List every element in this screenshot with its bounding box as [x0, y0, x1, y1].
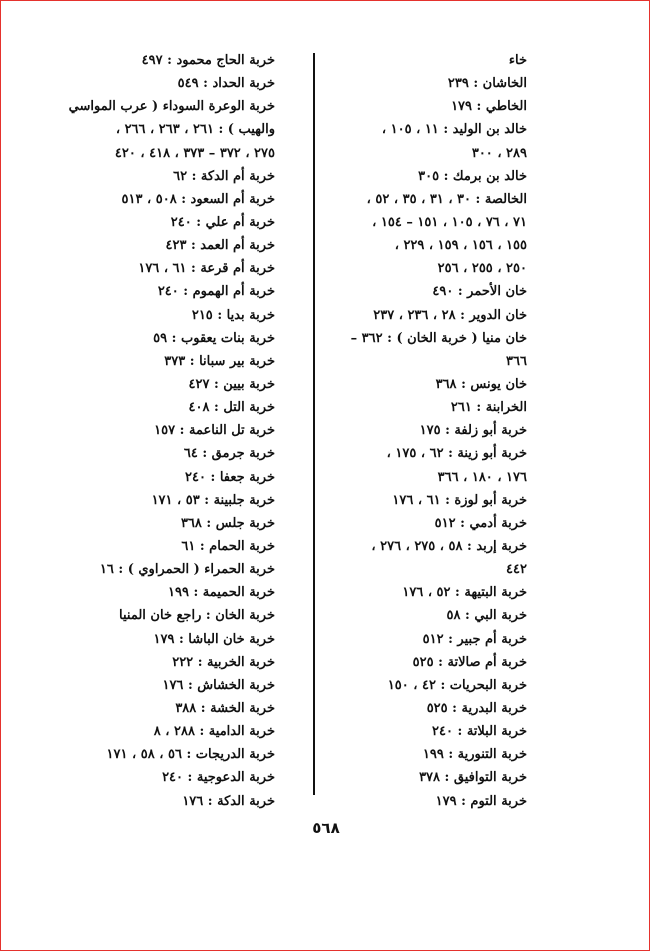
index-entry: خربة الحمراء ( الحمراوي ) : ١٦ — [99, 562, 275, 578]
index-entry: خربة جلس : ٣٦٨ — [180, 515, 275, 531]
index-entry: الخاطي : ١٧٩ — [451, 99, 527, 115]
index-entry: خربة أم الدكة : ٦٢ — [173, 168, 275, 184]
index-entry: خربة الحاج محمود : ٤٩٧ — [141, 53, 275, 68]
index-entry: خربة البتيهة : ٥٢ ، ١٧٦ — [402, 585, 527, 601]
index-entry: خربة أبو زينة : ٦٢ ، ١٧٥ ، — [386, 446, 527, 462]
index-entry: خربة أم العمد : ٤٢٣ — [165, 238, 275, 254]
index-entry: خان الدوير : ٢٨ ، ٢٣٦ ، ٢٣٧ — [373, 307, 527, 323]
index-entry: خربة أم السعود : ٥٠٨ ، ٥١٣ — [121, 191, 275, 207]
index-entry: والهيب ) : ٢٦١ ، ٢٦٣ ، ٢٦٦ ، — [115, 122, 275, 138]
index-entry: خربة الخشاش : ١٧٦ — [162, 677, 275, 693]
index-entry: خربة إربد : ٥٨ ، ٢٧٥ ، ٢٧٦ ، — [371, 538, 527, 554]
index-entry: خربة أدمي : ٥١٢ — [434, 515, 527, 531]
index-entry: خربة التل : ٤٠٨ — [188, 400, 275, 416]
index-entry: خربة بديا : ٢١٥ — [191, 307, 275, 323]
index-entry: خربة البي : ٥٨ — [446, 608, 527, 624]
column-divider — [313, 53, 315, 795]
index-entry: خربة البدرية : ٥٢٥ — [426, 700, 527, 716]
index-entry: ٧١ ، ٧٦ ، ١٠٥ ، ١٥١ – ١٥٤ ، — [372, 214, 527, 230]
index-entry: ٤٤٢ — [506, 562, 527, 578]
index-entry: خربة تل الناعمة : ١٥٧ — [154, 423, 275, 439]
index-entry: خربة جعفا : ٢٤٠ — [185, 469, 275, 485]
index-entry: خربة الدكة : ١٧٦ — [182, 793, 275, 809]
index-entry: خربة أبو زلفة : ١٧٥ — [419, 423, 527, 439]
index-entry: خربة الخان : راجع خان المنيا — [119, 608, 275, 624]
index-entry: خربة جرمق : ٦٤ — [183, 446, 275, 462]
index-entry: ٢٧٥ ، ٣٧٢ – ٣٧٣ ، ٤١٨ ، ٤٢٠ — [114, 145, 275, 161]
index-entry: خان الأحمر : ٤٩٠ — [432, 284, 527, 300]
index-entry: خاء — [508, 53, 527, 68]
index-entry: خربة أم جبير : ٥١٢ — [422, 631, 527, 647]
index-entry: ٢٨٩ ، ٣٠٠ — [471, 145, 527, 161]
index-entry: خربة الدريجات : ٥٦ ، ٥٨ ، ١٧١ — [106, 747, 275, 763]
index-entry: ١٥٥ ، ١٥٦ ، ١٥٩ ، ٢٢٩ ، — [394, 238, 527, 254]
index-entry: ٣٦٦ — [506, 353, 527, 369]
index-entry: خربة أم قرعة : ٦١ ، ١٧٦ — [138, 261, 275, 277]
index-entry: الخرابنة : ٢٦١ — [450, 400, 527, 416]
index-entry: خربة خان الباشا : ١٧٩ — [153, 631, 275, 647]
index-entry: ٢٥٠ ، ٢٥٥ ، ٢٥٦ — [437, 261, 527, 277]
index-entry: خربة الوعرة السوداء ( عرب المواسي — [68, 99, 275, 115]
index-entry: خربة الحميمة : ١٩٩ — [167, 585, 275, 601]
index-entry: خربة التوم : ١٧٩ — [435, 793, 527, 809]
index-entry: خربة البحريات : ٤٢ ، ١٥٠ — [387, 677, 527, 693]
index-entry: خربة أبو لوزة : ٦١ ، ١٧٦ — [392, 492, 527, 508]
index-entry: ١٧٦ ، ١٨٠ ، ٣٦٦ — [437, 469, 527, 485]
index-entry: خربة الخربية : ٢٢٢ — [172, 654, 275, 670]
index-entry: خربة أم علي : ٢٤٠ — [170, 214, 275, 230]
index-entry: خربة البلاتة : ٢٤٠ — [432, 724, 527, 740]
index-entry: خربة جلبينة : ٥٣ ، ١٧١ — [151, 492, 275, 508]
index-entry: خربة الدامية : ٢٨٨ ، ٨ — [153, 724, 275, 740]
index-entry: خربة الخشة : ٣٨٨ — [175, 700, 275, 716]
index-entry: خربة بنات يعقوب : ٥٩ — [153, 330, 275, 346]
index-entry: خربة التوافيق : ٣٧٨ — [419, 770, 527, 786]
index-entry: خان منيا ( خربة الخان ) : ٣٦٢ – — [350, 330, 527, 346]
index-entry: خربة الحمام : ٦١ — [181, 538, 275, 554]
index-entry: خربة أم صالاتة : ٥٢٥ — [412, 654, 527, 670]
index-entry: خربة بير سبانا : ٣٧٣ — [164, 353, 275, 369]
index-entry: خربة التنورية : ١٩٩ — [422, 747, 527, 763]
index-entry: خالد بن برمك : ٣٠٥ — [418, 168, 527, 184]
index-column-right — [307, 49, 527, 813]
index-entry: الخالصة : ٣٠ ، ٣١ ، ٣٥ ، ٥٢ ، — [366, 191, 527, 207]
index-entry: خربة الدعوجية : ٢٤٠ — [162, 770, 275, 786]
index-entry: الخاشان : ٢٣٩ — [447, 76, 527, 92]
page-number: ٥٦٨ — [312, 819, 340, 837]
index-entry: خربة الحداد : ٥٤٩ — [177, 76, 275, 92]
index-entry: خربة بيين : ٤٢٧ — [188, 376, 275, 392]
index-entry: خالد بن الوليد : ١١ ، ١٠٥ ، — [381, 122, 527, 138]
index-column-left — [13, 49, 275, 813]
index-entry: خربة أم الهموم : ٢٤٠ — [157, 284, 275, 300]
index-entry: خان يونس : ٣٦٨ — [435, 376, 527, 392]
